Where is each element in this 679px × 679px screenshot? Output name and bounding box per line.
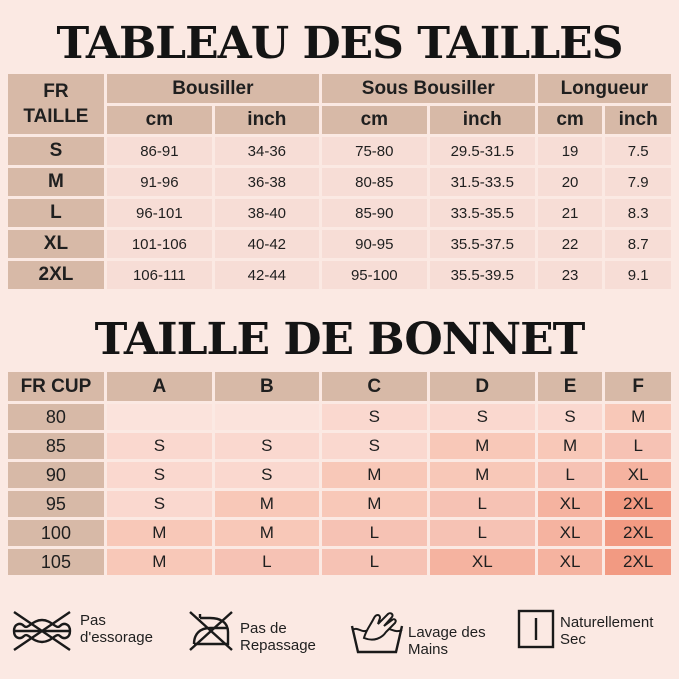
size-row xyxy=(8,168,671,196)
measurement-cell: 42-44 xyxy=(215,261,319,289)
care-no-iron xyxy=(186,608,346,658)
measurement-cell: 80-85 xyxy=(322,168,427,196)
band-label: 80 xyxy=(8,404,104,430)
unit-header: cm xyxy=(322,106,427,134)
cup-row xyxy=(8,520,671,546)
cup-row xyxy=(8,549,671,575)
cup-size-cell: S xyxy=(215,433,319,459)
cup-row xyxy=(8,462,671,488)
size-table xyxy=(5,71,674,292)
band-label: 95 xyxy=(8,491,104,517)
cup-size-cell: XL xyxy=(538,491,603,517)
care-text: Sec xyxy=(560,631,586,648)
care-line-dry xyxy=(516,608,676,658)
group-header: Longueur xyxy=(538,74,671,103)
cup-size-cell xyxy=(107,404,212,430)
cup-size-cell: XL xyxy=(605,462,671,488)
cup-size-cell: 2XL xyxy=(605,549,671,575)
size-row xyxy=(8,137,671,165)
measurement-cell: 8.7 xyxy=(605,230,671,258)
cup-size-cell: M xyxy=(430,462,535,488)
size-label: M xyxy=(8,168,104,196)
cup-size-cell: S xyxy=(322,433,427,459)
hand-wash-icon xyxy=(350,608,404,654)
cup-size-cell: L xyxy=(322,520,427,546)
cup-header-label: FR CUP xyxy=(8,372,104,401)
unit-header: cm xyxy=(538,106,603,134)
cup-header: E xyxy=(538,372,603,401)
measurement-cell: 86-91 xyxy=(107,137,212,165)
cup-header: A xyxy=(107,372,212,401)
group-header: Sous Bousiller xyxy=(322,74,535,103)
measurement-cell: 101-106 xyxy=(107,230,212,258)
measurement-cell: 38-40 xyxy=(215,199,319,227)
band-label: 90 xyxy=(8,462,104,488)
band-label: 100 xyxy=(8,520,104,546)
measurement-cell: 95-100 xyxy=(322,261,427,289)
cup-chart-title: TAILLE DE BONNET xyxy=(94,314,585,365)
measurement-cell: 8.3 xyxy=(605,199,671,227)
cup-size-cell: XL xyxy=(430,549,535,575)
cup-header: C xyxy=(322,372,427,401)
cup-size-cell: M xyxy=(215,520,319,546)
line-dry-icon xyxy=(516,608,556,654)
cup-size-cell: 2XL xyxy=(605,491,671,517)
measurement-cell: 7.9 xyxy=(605,168,671,196)
cup-size-cell: M xyxy=(430,433,535,459)
unit-header: inch xyxy=(430,106,535,134)
measurement-cell: 35.5-37.5 xyxy=(430,230,535,258)
size-label-header xyxy=(8,74,104,134)
size-row xyxy=(8,199,671,227)
measurement-cell: 75-80 xyxy=(322,137,427,165)
care-text: d'essorage xyxy=(80,629,153,646)
measurement-cell: 36-38 xyxy=(215,168,319,196)
cup-header: D xyxy=(430,372,535,401)
unit-header: inch xyxy=(605,106,671,134)
care-text: Repassage xyxy=(240,637,316,654)
care-text: Pas xyxy=(80,612,106,629)
care-hand-wash xyxy=(350,608,510,658)
size-row xyxy=(8,261,671,289)
cup-size-cell: M xyxy=(322,491,427,517)
measurement-cell: 21 xyxy=(538,199,603,227)
cup-size-cell: 2XL xyxy=(605,520,671,546)
cup-size-cell: S xyxy=(215,462,319,488)
cup-size-cell: XL xyxy=(538,520,603,546)
measurement-cell: 91-96 xyxy=(107,168,212,196)
cup-size-cell: M xyxy=(322,462,427,488)
size-label: S xyxy=(8,137,104,165)
no-iron-icon xyxy=(186,608,236,654)
measurement-cell: 33.5-35.5 xyxy=(430,199,535,227)
measurement-cell: 19 xyxy=(538,137,603,165)
measurement-cell: 23 xyxy=(538,261,603,289)
cup-size-cell: L xyxy=(430,491,535,517)
cup-size-cell: L xyxy=(605,433,671,459)
band-label: 105 xyxy=(8,549,104,575)
unit-header: cm xyxy=(107,106,212,134)
no-wring-icon xyxy=(10,608,74,654)
cup-size-cell: S xyxy=(107,491,212,517)
care-text: Lavage des xyxy=(408,624,486,641)
cup-size-cell: S xyxy=(107,433,212,459)
size-label: L xyxy=(8,199,104,227)
measurement-cell: 34-36 xyxy=(215,137,319,165)
size-row xyxy=(8,230,671,258)
cup-size-cell: S xyxy=(107,462,212,488)
cup-size-cell: L xyxy=(215,549,319,575)
cup-row xyxy=(8,433,671,459)
measurement-cell: 106-111 xyxy=(107,261,212,289)
cup-size-cell: L xyxy=(538,462,603,488)
measurement-cell: 7.5 xyxy=(605,137,671,165)
cup-row xyxy=(8,404,671,430)
measurement-cell: 85-90 xyxy=(322,199,427,227)
cup-size-cell: M xyxy=(215,491,319,517)
group-header: Bousiller xyxy=(107,74,319,103)
size-label: XL xyxy=(8,230,104,258)
cup-row xyxy=(8,491,671,517)
cup-size-cell: L xyxy=(430,520,535,546)
care-text: Mains xyxy=(408,641,449,658)
measurement-cell: 96-101 xyxy=(107,199,212,227)
measurement-cell: 22 xyxy=(538,230,603,258)
care-no-wring xyxy=(10,608,170,658)
cup-size-cell xyxy=(215,404,319,430)
cup-size-cell: M xyxy=(605,404,671,430)
measurement-cell: 90-95 xyxy=(322,230,427,258)
cup-size-cell: S xyxy=(430,404,535,430)
cup-header: B xyxy=(215,372,319,401)
measurement-cell: 20 xyxy=(538,168,603,196)
fr-label: FR xyxy=(43,81,69,102)
measurement-cell: 35.5-39.5 xyxy=(430,261,535,289)
band-label: 85 xyxy=(8,433,104,459)
unit-header: inch xyxy=(215,106,319,134)
care-text: Naturellement xyxy=(560,614,654,631)
cup-size-cell: M xyxy=(538,433,603,459)
cup-table xyxy=(5,369,674,578)
cup-size-cell: XL xyxy=(538,549,603,575)
measurement-cell: 29.5-31.5 xyxy=(430,137,535,165)
cup-size-cell: M xyxy=(107,520,212,546)
measurement-cell: 40-42 xyxy=(215,230,319,258)
cup-size-cell: S xyxy=(538,404,603,430)
size-chart-title: TABLEAU DES TAILLES xyxy=(56,18,623,69)
care-text: Pas de xyxy=(240,620,287,637)
cup-size-cell: L xyxy=(322,549,427,575)
cup-size-cell: S xyxy=(322,404,427,430)
measurement-cell: 31.5-33.5 xyxy=(430,168,535,196)
size-label: 2XL xyxy=(8,261,104,289)
cup-header: F xyxy=(605,372,671,401)
cup-size-cell: M xyxy=(107,549,212,575)
measurement-cell: 9.1 xyxy=(605,261,671,289)
taille-label: TAILLE xyxy=(23,106,89,127)
